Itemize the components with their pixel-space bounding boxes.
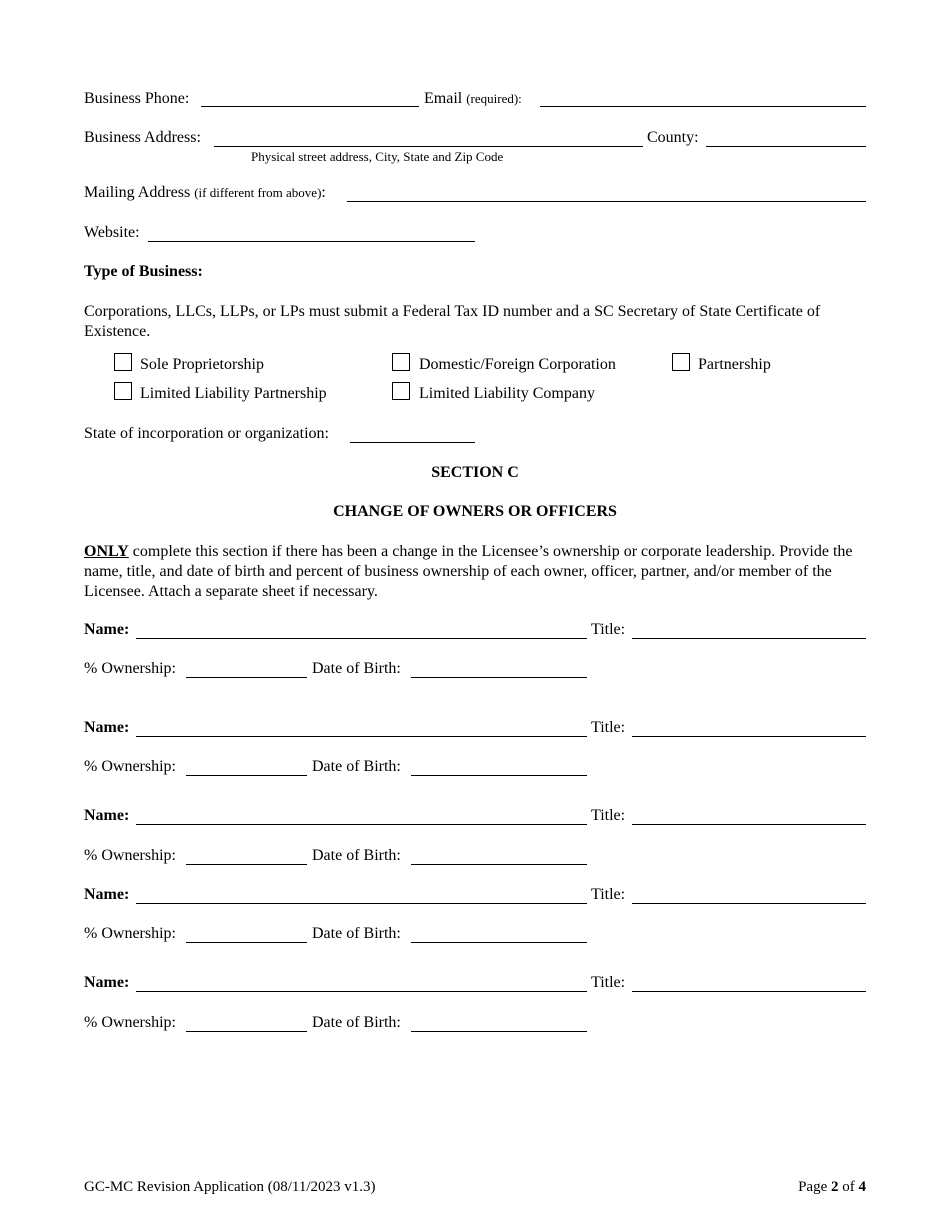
owner-4-title-label: Title:	[591, 886, 626, 903]
sole-proprietorship-label: Sole Proprietorship	[140, 356, 264, 373]
owner-3-name-field[interactable]	[136, 824, 587, 825]
llc-checkbox[interactable]	[392, 382, 410, 400]
owner-4-name-label: Name:	[84, 886, 130, 903]
mailing-address-field[interactable]	[347, 201, 866, 202]
corporation-label: Domestic/Foreign Corporation	[419, 356, 616, 373]
owner-1-dob-label: Date of Birth:	[312, 660, 401, 677]
owner-2-ownership-field[interactable]	[186, 775, 307, 776]
county-field[interactable]	[706, 146, 866, 147]
corporation-checkbox[interactable]	[392, 353, 410, 371]
owner-3-ownership-field[interactable]	[186, 864, 307, 865]
llp-label: Limited Liability Partnership	[140, 385, 327, 402]
county-label: County:	[647, 129, 699, 146]
mailing-address-label: Mailing Address (if different from above):	[84, 184, 326, 201]
form-identifier: GC-MC Revision Application (08/11/2023 v1.3)	[84, 1179, 376, 1195]
business-type-instructions: Corporations, LLCs, LLPs, or LPs must submit a Federal Tax ID number and a SC Secretary of State Certificate of Existence.	[84, 303, 821, 340]
owner-3-title-field[interactable]	[632, 824, 866, 825]
business-phone-field[interactable]	[201, 106, 419, 107]
owner-4-dob-field[interactable]	[411, 942, 587, 943]
owner-5-name-label: Name:	[84, 974, 130, 991]
owner-2-name-field[interactable]	[136, 736, 587, 737]
owner-5-title-field[interactable]	[632, 991, 866, 992]
owner-5-dob-field[interactable]	[411, 1031, 587, 1032]
state-of-incorporation-label: State of incorporation or organization:	[84, 425, 329, 442]
owner-1-name-field[interactable]	[136, 638, 587, 639]
owner-2-ownership-label: % Ownership:	[84, 758, 176, 775]
owner-5-title-label: Title:	[591, 974, 626, 991]
business-address-label: Business Address:	[84, 129, 201, 146]
section-heading: CHANGE OF OWNERS OR OFFICERS	[333, 503, 617, 520]
website-label: Website:	[84, 224, 140, 241]
owner-5-name-field[interactable]	[136, 991, 587, 992]
owner-2-name-label: Name:	[84, 719, 130, 736]
partnership-checkbox[interactable]	[672, 353, 690, 371]
owner-1-ownership-label: % Ownership:	[84, 660, 176, 677]
owner-3-ownership-label: % Ownership:	[84, 847, 176, 864]
business-address-hint: Physical street address, City, State and Zip Code	[251, 149, 504, 164]
owner-1-name-label: Name:	[84, 621, 130, 638]
business-phone-label: Business Phone:	[84, 90, 190, 107]
owner-2-title-label: Title:	[591, 719, 626, 736]
email-label: Email (required):	[424, 90, 522, 107]
owner-2-dob-label: Date of Birth:	[312, 758, 401, 775]
owner-5-dob-label: Date of Birth:	[312, 1014, 401, 1031]
sole-proprietorship-checkbox[interactable]	[114, 353, 132, 371]
owner-5-ownership-field[interactable]	[186, 1031, 307, 1032]
owner-5-ownership-label: % Ownership:	[84, 1014, 176, 1031]
owner-4-ownership-field[interactable]	[186, 942, 307, 943]
section-c-instructions: ONLY complete this section if there has been a change in the Licensee’s ownership or corporate leadership. Provide the name, title, and date of birth and percent of business ownership of each owner, officer, partner, and/or member of the Licensee. Attach a separate sheet if necessary.	[84, 543, 853, 600]
owner-1-title-field[interactable]	[632, 638, 866, 639]
type-of-business-heading: Type of Business:	[84, 263, 203, 280]
owner-4-title-field[interactable]	[632, 903, 866, 904]
page-number: Page 2 of 4	[798, 1179, 866, 1195]
owner-3-dob-field[interactable]	[411, 864, 587, 865]
owner-4-name-field[interactable]	[136, 903, 587, 904]
owner-1-title-label: Title:	[591, 621, 626, 638]
section-title: SECTION C	[431, 464, 519, 481]
website-field[interactable]	[148, 241, 475, 242]
partnership-label: Partnership	[698, 356, 771, 373]
email-field[interactable]	[540, 106, 866, 107]
owner-1-ownership-field[interactable]	[186, 677, 307, 678]
business-address-field[interactable]	[214, 146, 643, 147]
owner-3-name-label: Name:	[84, 807, 130, 824]
llc-label: Limited Liability Company	[419, 385, 595, 402]
owner-3-title-label: Title:	[591, 807, 626, 824]
owner-4-dob-label: Date of Birth:	[312, 925, 401, 942]
owner-3-dob-label: Date of Birth:	[312, 847, 401, 864]
owner-2-title-field[interactable]	[632, 736, 866, 737]
owner-1-dob-field[interactable]	[411, 677, 587, 678]
owner-4-ownership-label: % Ownership:	[84, 925, 176, 942]
state-of-incorporation-field[interactable]	[350, 442, 475, 443]
owner-2-dob-field[interactable]	[411, 775, 587, 776]
llp-checkbox[interactable]	[114, 382, 132, 400]
